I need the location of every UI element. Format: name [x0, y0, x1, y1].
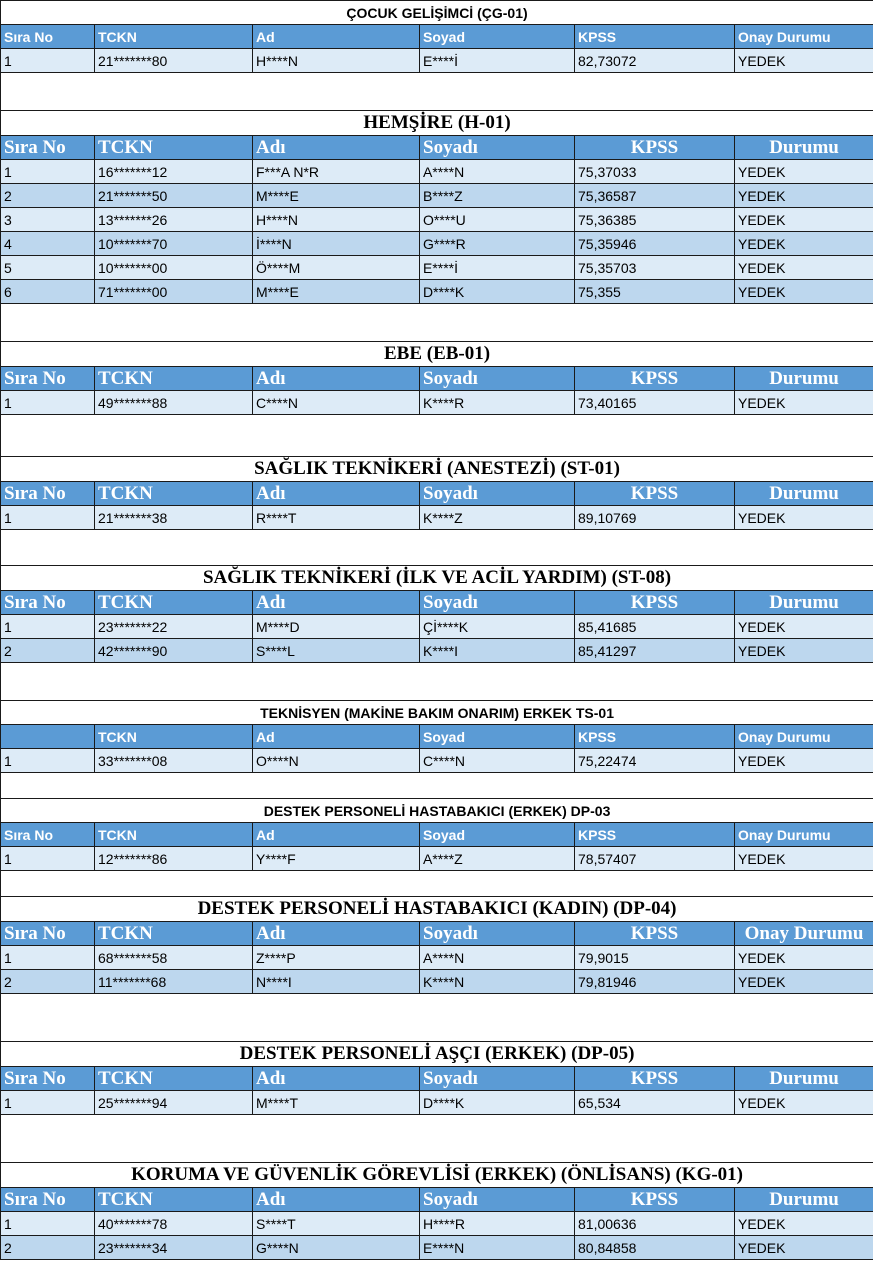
header-kpss: KPSS: [575, 591, 735, 615]
header-ad: Ad: [253, 823, 420, 847]
header-sira-no: Sıra No: [1, 136, 95, 160]
cell-tckn: 12*******86: [95, 847, 253, 871]
cell-sira-no: 2: [1, 1236, 95, 1260]
header-sira-no: Sıra No: [1, 25, 95, 49]
header-tckn: TCKN: [95, 823, 253, 847]
cell-kpss: 75,22474: [575, 749, 735, 773]
section-title-row: [1, 111, 873, 136]
header-kpss: KPSS: [575, 823, 735, 847]
cell-ad: O****N: [253, 749, 420, 773]
header-durum: Durumu: [735, 1188, 873, 1212]
header-ad: Ad: [253, 25, 420, 49]
header-kpss: KPSS: [575, 1188, 735, 1212]
cell-ad: M****E: [253, 184, 420, 208]
section-title: DESTEK PERSONELİ HASTABAKICI (KADIN) (DP-04): [1, 897, 873, 922]
header-ad: Adı: [253, 1188, 420, 1212]
cell-durum: YEDEK: [735, 280, 873, 304]
cell-soyad: D****K: [420, 1091, 575, 1115]
cell-kpss: 75,35703: [575, 256, 735, 280]
table-row: [1, 970, 873, 994]
cell-kpss: 81,00636: [575, 1212, 735, 1236]
cell-durum: YEDEK: [735, 49, 873, 73]
cell-sira-no: 1: [1, 391, 95, 415]
cell-soyad: A****Z: [420, 847, 575, 871]
header-sira-no: Sıra No: [1, 1067, 95, 1091]
section-title: ÇOCUK GELİŞİMCİ (ÇG-01): [1, 1, 873, 25]
cell-soyad: E****İ: [420, 256, 575, 280]
cell-kpss: 65,534: [575, 1091, 735, 1115]
section-title: HEMŞİRE (H-01): [1, 111, 873, 136]
column-header-row: [1, 136, 873, 160]
cell-sira-no: 5: [1, 256, 95, 280]
cell-ad: H****N: [253, 49, 420, 73]
cell-sira-no: 1: [1, 847, 95, 871]
section-title: TEKNİSYEN (MAKİNE BAKIM ONARIM) ERKEK TS-01: [1, 701, 873, 725]
cell-ad: N****I: [253, 970, 420, 994]
cell-durum: YEDEK: [735, 1212, 873, 1236]
table-row: [1, 847, 873, 871]
cell-sira-no: 1: [1, 1212, 95, 1236]
table-row: [1, 946, 873, 970]
spacer-row: [1, 773, 873, 799]
cell-tckn: 23*******34: [95, 1236, 253, 1260]
cell-kpss: 75,36587: [575, 184, 735, 208]
cell-durum: YEDEK: [735, 946, 873, 970]
cell-sira-no: 2: [1, 970, 95, 994]
spacer-row: [1, 304, 873, 342]
header-soyad: Soyad: [420, 823, 575, 847]
cell-tckn: 40*******78: [95, 1212, 253, 1236]
cell-ad: Ö****M: [253, 256, 420, 280]
section-title-row: [1, 897, 873, 922]
cell-durum: YEDEK: [735, 184, 873, 208]
cell-durum: YEDEK: [735, 847, 873, 871]
header-sira-no: Sıra No: [1, 922, 95, 946]
cell-sira-no: 6: [1, 280, 95, 304]
cell-soyad: E****N: [420, 1236, 575, 1260]
cell-sira-no: 1: [1, 1091, 95, 1115]
cell-kpss: 75,36385: [575, 208, 735, 232]
spacer-cell: [1, 663, 873, 701]
header-sira-no: Sıra No: [1, 482, 95, 506]
cell-kpss: 78,57407: [575, 847, 735, 871]
cell-tckn: 71*******00: [95, 280, 253, 304]
cell-tckn: 21*******50: [95, 184, 253, 208]
cell-tckn: 13*******26: [95, 208, 253, 232]
spacer-row: [1, 663, 873, 701]
cell-durum: YEDEK: [735, 208, 873, 232]
cell-tckn: 10*******00: [95, 256, 253, 280]
cell-soyad: A****N: [420, 946, 575, 970]
cell-tckn: 42*******90: [95, 639, 253, 663]
header-tckn: TCKN: [95, 25, 253, 49]
header-sira-no: Sıra No: [1, 591, 95, 615]
header-tckn: TCKN: [95, 482, 253, 506]
cell-durum: YEDEK: [735, 160, 873, 184]
cell-tckn: 21*******38: [95, 506, 253, 530]
section-title-row: [1, 1163, 873, 1188]
cell-kpss: 79,9015: [575, 946, 735, 970]
cell-soyad: K****N: [420, 970, 575, 994]
section-title-row: [1, 342, 873, 367]
cell-tckn: 25*******94: [95, 1091, 253, 1115]
header-ad: Adı: [253, 591, 420, 615]
header-durum: Onay Durumu: [735, 922, 873, 946]
header-durum: Onay Durumu: [735, 725, 873, 749]
header-durum: Durumu: [735, 136, 873, 160]
header-tckn: TCKN: [95, 367, 253, 391]
header-tckn: TCKN: [95, 922, 253, 946]
header-ad: Adı: [253, 922, 420, 946]
table-row: [1, 232, 873, 256]
spacer-cell: [1, 530, 873, 566]
table-row: [1, 749, 873, 773]
header-soyad: Soyadı: [420, 591, 575, 615]
cell-sira-no: 1: [1, 749, 95, 773]
header-sira-no: Sıra No: [1, 367, 95, 391]
section-title: KORUMA VE GÜVENLİK GÖREVLİSİ (ERKEK) (ÖNLİSANS) (KG-01): [1, 1163, 873, 1188]
cell-kpss: 82,73072: [575, 49, 735, 73]
section-title: DESTEK PERSONELİ HASTABAKICI (ERKEK) DP-03: [1, 799, 873, 823]
table-row: [1, 1091, 873, 1115]
header-tckn: TCKN: [95, 591, 253, 615]
cell-sira-no: 1: [1, 160, 95, 184]
cell-soyad: B****Z: [420, 184, 575, 208]
cell-tckn: 33*******08: [95, 749, 253, 773]
header-tckn: TCKN: [95, 1067, 253, 1091]
spacer-cell: [1, 304, 873, 342]
cell-sira-no: 3: [1, 208, 95, 232]
cell-durum: YEDEK: [735, 506, 873, 530]
cell-sira-no: 2: [1, 639, 95, 663]
header-kpss: KPSS: [575, 136, 735, 160]
header-ad: Adı: [253, 367, 420, 391]
header-durum: Durumu: [735, 591, 873, 615]
header-sira-no: Sıra No: [1, 823, 95, 847]
header-ad: Adı: [253, 136, 420, 160]
header-soyad: Soyadı: [420, 367, 575, 391]
spacer-row: [1, 530, 873, 566]
cell-sira-no: 1: [1, 946, 95, 970]
cell-tckn: 16*******12: [95, 160, 253, 184]
spacer-row: [1, 871, 873, 897]
cell-durum: YEDEK: [735, 391, 873, 415]
cell-ad: C****N: [253, 391, 420, 415]
spacer-cell: [1, 994, 873, 1042]
section-title: SAĞLIK TEKNİKERİ (ANESTEZİ) (ST-01): [1, 457, 873, 482]
table-row: [1, 1236, 873, 1260]
cell-durum: YEDEK: [735, 232, 873, 256]
cell-kpss: 80,84858: [575, 1236, 735, 1260]
header-tckn: TCKN: [95, 725, 253, 749]
spacer-cell: [1, 415, 873, 457]
cell-ad: Z****P: [253, 946, 420, 970]
cell-kpss: 85,41685: [575, 615, 735, 639]
column-header-row: [1, 725, 873, 749]
table-row: [1, 160, 873, 184]
section-title: EBE (EB-01): [1, 342, 873, 367]
header-sira-no: Sıra No: [1, 1188, 95, 1212]
header-kpss: KPSS: [575, 1067, 735, 1091]
header-durum: Durumu: [735, 367, 873, 391]
cell-ad: S****T: [253, 1212, 420, 1236]
spacer-row: [1, 73, 873, 111]
header-soyad: Soyadı: [420, 482, 575, 506]
section-title: DESTEK PERSONELİ AŞÇI (ERKEK) (DP-05): [1, 1042, 873, 1067]
cell-kpss: 79,81946: [575, 970, 735, 994]
section-title-row: [1, 701, 873, 725]
cell-durum: YEDEK: [735, 615, 873, 639]
cell-kpss: 75,35946: [575, 232, 735, 256]
spacer-cell: [1, 871, 873, 897]
cell-soyad: A****N: [420, 160, 575, 184]
column-header-row: [1, 591, 873, 615]
column-header-row: [1, 482, 873, 506]
header-sira-no: [1, 725, 95, 749]
spacer-cell: [1, 73, 873, 111]
table-row: [1, 49, 873, 73]
cell-soyad: K****I: [420, 639, 575, 663]
cell-ad: R****T: [253, 506, 420, 530]
table-row: [1, 184, 873, 208]
header-tckn: TCKN: [95, 136, 253, 160]
cell-tckn: 21*******80: [95, 49, 253, 73]
column-header-row: [1, 823, 873, 847]
cell-soyad: O****U: [420, 208, 575, 232]
spacer-row: [1, 1115, 873, 1163]
cell-sira-no: 1: [1, 506, 95, 530]
table-row: [1, 208, 873, 232]
cell-ad: F***A N*R: [253, 160, 420, 184]
cell-durum: YEDEK: [735, 970, 873, 994]
section-title-row: [1, 457, 873, 482]
cell-durum: YEDEK: [735, 1236, 873, 1260]
table-row: [1, 256, 873, 280]
cell-ad: M****T: [253, 1091, 420, 1115]
spacer-row: [1, 994, 873, 1042]
spacer-row: [1, 415, 873, 457]
cell-durum: YEDEK: [735, 639, 873, 663]
cell-tckn: 10*******70: [95, 232, 253, 256]
header-kpss: KPSS: [575, 25, 735, 49]
cell-kpss: 75,355: [575, 280, 735, 304]
column-header-row: [1, 25, 873, 49]
header-kpss: KPSS: [575, 367, 735, 391]
table-row: [1, 615, 873, 639]
cell-soyad: K****Z: [420, 506, 575, 530]
cell-kpss: 75,37033: [575, 160, 735, 184]
cell-kpss: 85,41297: [575, 639, 735, 663]
cell-sira-no: 1: [1, 49, 95, 73]
cell-ad: H****N: [253, 208, 420, 232]
column-header-row: [1, 1067, 873, 1091]
section-title-row: [1, 1042, 873, 1067]
header-soyad: Soyadı: [420, 136, 575, 160]
cell-soyad: D****K: [420, 280, 575, 304]
header-soyad: Soyadı: [420, 1188, 575, 1212]
section-title-row: [1, 566, 873, 591]
cell-ad: M****D: [253, 615, 420, 639]
table-row: [1, 391, 873, 415]
cell-soyad: G****R: [420, 232, 575, 256]
header-durum: Onay Durumu: [735, 823, 873, 847]
cell-soyad: K****R: [420, 391, 575, 415]
header-kpss: KPSS: [575, 922, 735, 946]
cell-kpss: 89,10769: [575, 506, 735, 530]
cell-durum: YEDEK: [735, 1091, 873, 1115]
cell-soyad: Çİ****K: [420, 615, 575, 639]
cell-ad: M****E: [253, 280, 420, 304]
header-soyad: Soyad: [420, 25, 575, 49]
cell-tckn: 11*******68: [95, 970, 253, 994]
spacer-cell: [1, 1115, 873, 1163]
cell-durum: YEDEK: [735, 256, 873, 280]
cell-kpss: 73,40165: [575, 391, 735, 415]
cell-soyad: H****R: [420, 1212, 575, 1236]
header-durum: Onay Durumu: [735, 25, 873, 49]
cell-sira-no: 2: [1, 184, 95, 208]
cell-tckn: 68*******58: [95, 946, 253, 970]
column-header-row: [1, 367, 873, 391]
header-durum: Durumu: [735, 482, 873, 506]
header-soyad: Soyadı: [420, 922, 575, 946]
cell-sira-no: 1: [1, 615, 95, 639]
header-kpss: KPSS: [575, 725, 735, 749]
cell-tckn: 23*******22: [95, 615, 253, 639]
column-header-row: [1, 1188, 873, 1212]
cell-ad: Y****F: [253, 847, 420, 871]
header-ad: Adı: [253, 482, 420, 506]
cell-soyad: C****N: [420, 749, 575, 773]
cell-tckn: 49*******88: [95, 391, 253, 415]
header-soyad: Soyadı: [420, 1067, 575, 1091]
cell-ad: G****N: [253, 1236, 420, 1260]
cell-ad: İ****N: [253, 232, 420, 256]
section-title-row: [1, 1, 873, 25]
spacer-cell: [1, 773, 873, 799]
header-soyad: Soyad: [420, 725, 575, 749]
table-row: [1, 639, 873, 663]
section-title: SAĞLIK TEKNİKERİ (İLK VE ACİL YARDIM) (ST-08): [1, 566, 873, 591]
cell-sira-no: 4: [1, 232, 95, 256]
table-row: [1, 506, 873, 530]
cell-ad: S****L: [253, 639, 420, 663]
cell-soyad: E****İ: [420, 49, 575, 73]
header-durum: Durumu: [735, 1067, 873, 1091]
section-title-row: [1, 799, 873, 823]
header-tckn: TCKN: [95, 1188, 253, 1212]
table-row: [1, 280, 873, 304]
header-ad: Adı: [253, 1067, 420, 1091]
header-kpss: KPSS: [575, 482, 735, 506]
column-header-row: [1, 922, 873, 946]
header-ad: Ad: [253, 725, 420, 749]
cell-durum: YEDEK: [735, 749, 873, 773]
table-row: [1, 1212, 873, 1236]
